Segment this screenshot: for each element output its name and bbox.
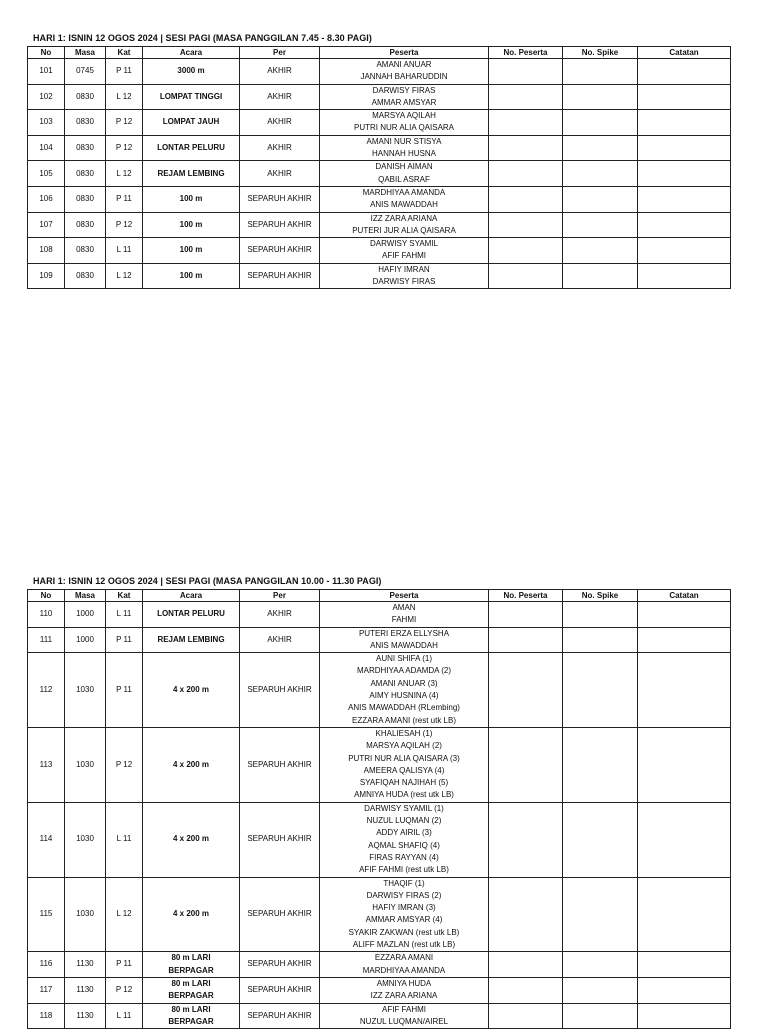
cell-peserta bbox=[320, 627, 489, 653]
header-acara: Acara bbox=[143, 47, 240, 59]
cell-acara bbox=[143, 59, 240, 85]
header-no: No bbox=[28, 47, 65, 59]
cell-kat: P 11 bbox=[106, 952, 143, 978]
header-no-peserta: No. Peserta bbox=[489, 47, 563, 59]
cell-acara bbox=[143, 802, 240, 877]
table-row bbox=[28, 59, 731, 85]
table-row bbox=[28, 110, 731, 136]
cell-no-peserta bbox=[489, 952, 563, 978]
peserta-name: KHALIESAH (1) bbox=[375, 728, 433, 738]
cell-per: SEPARUH AKHIR bbox=[240, 653, 320, 728]
peserta-name: HAFIY IMRAN bbox=[378, 264, 430, 274]
cell-no-spike bbox=[563, 212, 638, 238]
cell-peserta bbox=[320, 186, 489, 212]
peserta-name: PUTRI NUR ALIA QAISARA bbox=[353, 123, 455, 133]
peserta-name: NUZUL LUQMAN/AIREL bbox=[359, 1016, 449, 1026]
header-peserta: Peserta bbox=[320, 590, 489, 602]
cell-no: 102 bbox=[28, 84, 65, 110]
cell-no: 108 bbox=[28, 238, 65, 264]
acara-line: LONTAR PELURU bbox=[157, 609, 225, 619]
header-catatan: Catatan bbox=[638, 590, 731, 602]
cell-no-spike bbox=[563, 186, 638, 212]
header-no-spike: No. Spike bbox=[563, 590, 638, 602]
cell-no-spike bbox=[563, 602, 638, 628]
cell-masa: 1000 bbox=[65, 602, 106, 628]
table-row bbox=[28, 977, 731, 1003]
acara-line: REJAM LEMBING bbox=[157, 168, 225, 178]
peserta-name: AIMY HUSNINA (4) bbox=[369, 691, 439, 701]
cell-catatan bbox=[638, 186, 731, 212]
header-no: No bbox=[28, 590, 65, 602]
peserta-name: AMMAR AMSYAR bbox=[371, 97, 437, 107]
peserta-name: AQMAL SHAFIQ (4) bbox=[368, 840, 440, 850]
cell-no-peserta bbox=[489, 263, 563, 289]
cell-no-peserta bbox=[489, 59, 563, 85]
cell-no-peserta bbox=[489, 653, 563, 728]
cell-masa: 0830 bbox=[65, 110, 106, 136]
table-header-row bbox=[28, 590, 731, 602]
peserta-name: EZZARA AMANI bbox=[374, 953, 434, 963]
cell-catatan bbox=[638, 602, 731, 628]
cell-kat: L 12 bbox=[106, 84, 143, 110]
cell-no: 113 bbox=[28, 727, 65, 802]
cell-per: AKHIR bbox=[240, 84, 320, 110]
cell-masa: 0830 bbox=[65, 238, 106, 264]
cell-masa: 1030 bbox=[65, 877, 106, 952]
acara-line: 4 x 200 m bbox=[172, 684, 210, 694]
cell-no: 106 bbox=[28, 186, 65, 212]
peserta-name: ANIS MAWADDAH bbox=[370, 200, 438, 210]
header-masa: Masa bbox=[65, 47, 106, 59]
peserta-name: AFIF FAHMI bbox=[382, 1004, 426, 1014]
header-kat: Kat bbox=[106, 590, 143, 602]
peserta-name: DARWISY FIRAS bbox=[372, 85, 436, 95]
peserta-name: ANIS MAWADDAH (RLembing) bbox=[348, 703, 460, 713]
acara-line: 80 m LARI bbox=[171, 953, 211, 963]
cell-catatan bbox=[638, 238, 731, 264]
cell-peserta bbox=[320, 802, 489, 877]
cell-kat: P 12 bbox=[106, 977, 143, 1003]
cell-no-peserta bbox=[489, 110, 563, 136]
peserta-name: FAHMI bbox=[391, 615, 417, 625]
peserta-name: MARSYA AQILAH bbox=[372, 111, 436, 121]
cell-per: AKHIR bbox=[240, 110, 320, 136]
acara-line: 100 m bbox=[179, 194, 203, 204]
acara-line: 4 x 200 m bbox=[172, 909, 210, 919]
cell-kat: L 12 bbox=[106, 877, 143, 952]
cell-per: AKHIR bbox=[240, 161, 320, 187]
cell-peserta bbox=[320, 877, 489, 952]
peserta-name: SYAKIR ZAKWAN (rest utk LB) bbox=[348, 927, 460, 937]
cell-per: SEPARUH AKHIR bbox=[240, 802, 320, 877]
table-row bbox=[28, 727, 731, 802]
peserta-name: HAFIY IMRAN (3) bbox=[372, 903, 436, 913]
cell-no-spike bbox=[563, 59, 638, 85]
header-per: Per bbox=[240, 47, 320, 59]
cell-no-peserta bbox=[489, 727, 563, 802]
cell-kat: L 11 bbox=[106, 1003, 143, 1029]
cell-catatan bbox=[638, 110, 731, 136]
acara-line: LOMPAT TINGGI bbox=[159, 91, 223, 101]
cell-no: 116 bbox=[28, 952, 65, 978]
schedule-section-2 bbox=[0, 573, 768, 1029]
section-title: HARI 1: ISNIN 12 OGOS 2024 | SESI PAGI (MASA PANGGILAN 7.45 - 8.30 PAGI) bbox=[33, 33, 372, 43]
cell-acara bbox=[143, 84, 240, 110]
cell-per: AKHIR bbox=[240, 135, 320, 161]
table-row bbox=[28, 1003, 731, 1029]
cell-acara bbox=[143, 727, 240, 802]
cell-per: AKHIR bbox=[240, 59, 320, 85]
cell-acara bbox=[143, 212, 240, 238]
cell-masa: 1130 bbox=[65, 952, 106, 978]
cell-per: SEPARUH AKHIR bbox=[240, 263, 320, 289]
cell-no-spike bbox=[563, 110, 638, 136]
acara-line: 100 m bbox=[179, 219, 203, 229]
table-row bbox=[28, 84, 731, 110]
cell-per: AKHIR bbox=[240, 627, 320, 653]
cell-acara bbox=[143, 161, 240, 187]
cell-per: SEPARUH AKHIR bbox=[240, 186, 320, 212]
peserta-name: IZZ ZARA ARIANA bbox=[370, 991, 438, 1001]
header-acara: Acara bbox=[143, 590, 240, 602]
peserta-name: ANIS MAWADDAH bbox=[370, 640, 438, 650]
cell-per: SEPARUH AKHIR bbox=[240, 877, 320, 952]
cell-kat: L 11 bbox=[106, 602, 143, 628]
cell-catatan bbox=[638, 977, 731, 1003]
header-masa: Masa bbox=[65, 590, 106, 602]
cell-no: 118 bbox=[28, 1003, 65, 1029]
cell-peserta bbox=[320, 212, 489, 238]
cell-no-peserta bbox=[489, 802, 563, 877]
cell-no-spike bbox=[563, 952, 638, 978]
cell-no-spike bbox=[563, 263, 638, 289]
cell-catatan bbox=[638, 1003, 731, 1029]
cell-per: SEPARUH AKHIR bbox=[240, 977, 320, 1003]
peserta-name: AMAN bbox=[392, 603, 416, 612]
acara-line: 4 x 200 m bbox=[172, 759, 210, 769]
cell-masa: 1030 bbox=[65, 653, 106, 728]
peserta-name: DARWISY FIRAS (2) bbox=[366, 890, 442, 900]
cell-no: 112 bbox=[28, 653, 65, 728]
cell-catatan bbox=[638, 653, 731, 728]
acara-line: 100 m bbox=[179, 270, 203, 280]
peserta-name: DARWISY FIRAS bbox=[372, 277, 436, 287]
schedule-table bbox=[27, 46, 731, 289]
table-row bbox=[28, 627, 731, 653]
peserta-name: AFIF FAHMI (rest utk LB) bbox=[359, 865, 449, 875]
acara-line: 80 m LARI bbox=[171, 1004, 211, 1014]
cell-masa: 0830 bbox=[65, 263, 106, 289]
header-no-spike: No. Spike bbox=[563, 47, 638, 59]
peserta-name: MARDHIYAA AMANDA bbox=[362, 187, 446, 197]
cell-acara bbox=[143, 1003, 240, 1029]
peserta-name: AUNI SHIFA (1) bbox=[375, 654, 432, 664]
cell-catatan bbox=[638, 627, 731, 653]
cell-acara bbox=[143, 186, 240, 212]
cell-masa: 0830 bbox=[65, 84, 106, 110]
cell-per: SEPARUH AKHIR bbox=[240, 238, 320, 264]
cell-no-peserta bbox=[489, 977, 563, 1003]
header-peserta: Peserta bbox=[320, 47, 489, 59]
acara-line: BERPAGAR bbox=[168, 1016, 214, 1026]
cell-catatan bbox=[638, 161, 731, 187]
table-row bbox=[28, 263, 731, 289]
peserta-name: NUZUL LUQMAN (2) bbox=[366, 816, 442, 826]
header-no-peserta: No. Peserta bbox=[489, 590, 563, 602]
cell-no-peserta bbox=[489, 877, 563, 952]
cell-catatan bbox=[638, 952, 731, 978]
cell-masa: 0830 bbox=[65, 186, 106, 212]
acara-line: BERPAGAR bbox=[168, 965, 214, 975]
cell-masa: 1030 bbox=[65, 727, 106, 802]
table-row bbox=[28, 135, 731, 161]
cell-peserta bbox=[320, 135, 489, 161]
peserta-name: AMMAR AMSYAR (4) bbox=[365, 915, 443, 925]
peserta-name: HANNAH HUSNA bbox=[371, 149, 436, 159]
cell-acara bbox=[143, 238, 240, 264]
cell-no-peserta bbox=[489, 161, 563, 187]
table-row bbox=[28, 602, 731, 628]
cell-acara bbox=[143, 627, 240, 653]
cell-acara bbox=[143, 653, 240, 728]
cell-acara bbox=[143, 977, 240, 1003]
acara-line: 4 x 200 m bbox=[172, 834, 210, 844]
cell-no-spike bbox=[563, 161, 638, 187]
cell-catatan bbox=[638, 212, 731, 238]
cell-no-spike bbox=[563, 1003, 638, 1029]
peserta-name: DARWISY SYAMIL bbox=[369, 239, 439, 249]
cell-no-spike bbox=[563, 727, 638, 802]
cell-peserta bbox=[320, 59, 489, 85]
peserta-name: DARWISY SYAMIL (1) bbox=[364, 803, 444, 813]
cell-no-spike bbox=[563, 802, 638, 877]
section-title: HARI 1: ISNIN 12 OGOS 2024 | SESI PAGI (MASA PANGGILAN 10.00 - 11.30 PAGI) bbox=[33, 576, 382, 586]
schedule-table bbox=[27, 589, 731, 1029]
acara-line: 80 m LARI bbox=[171, 978, 211, 988]
cell-kat: L 12 bbox=[106, 161, 143, 187]
cell-no-spike bbox=[563, 135, 638, 161]
cell-kat: L 11 bbox=[106, 238, 143, 264]
cell-no-peserta bbox=[489, 627, 563, 653]
cell-kat: P 12 bbox=[106, 212, 143, 238]
peserta-name: EZZARA AMANI (rest utk LB) bbox=[351, 715, 457, 725]
cell-masa: 1130 bbox=[65, 977, 106, 1003]
peserta-name: ALIFF MAZLAN (rest utk LB) bbox=[352, 940, 456, 950]
cell-kat: L 11 bbox=[106, 802, 143, 877]
peserta-name: ADDY AIRIL (3) bbox=[376, 828, 432, 838]
peserta-name: AMEERA QALISYA (4) bbox=[363, 765, 445, 775]
cell-peserta bbox=[320, 952, 489, 978]
acara-line: LOMPAT JAUH bbox=[162, 117, 220, 127]
peserta-name: AMNIYA HUDA bbox=[376, 978, 432, 988]
cell-no-peserta bbox=[489, 1003, 563, 1029]
table-row bbox=[28, 877, 731, 952]
cell-masa: 0745 bbox=[65, 59, 106, 85]
table-row bbox=[28, 212, 731, 238]
cell-per: SEPARUH AKHIR bbox=[240, 727, 320, 802]
cell-no-spike bbox=[563, 977, 638, 1003]
cell-no: 105 bbox=[28, 161, 65, 187]
cell-peserta bbox=[320, 84, 489, 110]
cell-peserta bbox=[320, 110, 489, 136]
cell-acara bbox=[143, 877, 240, 952]
cell-per: SEPARUH AKHIR bbox=[240, 952, 320, 978]
table-row bbox=[28, 802, 731, 877]
cell-kat: P 12 bbox=[106, 135, 143, 161]
table-row bbox=[28, 186, 731, 212]
cell-masa: 0830 bbox=[65, 161, 106, 187]
cell-catatan bbox=[638, 84, 731, 110]
table-row bbox=[28, 238, 731, 264]
cell-acara bbox=[143, 263, 240, 289]
peserta-name: THAQIF (1) bbox=[383, 878, 425, 888]
cell-catatan bbox=[638, 135, 731, 161]
cell-acara bbox=[143, 602, 240, 628]
cell-no: 101 bbox=[28, 59, 65, 85]
cell-catatan bbox=[638, 802, 731, 877]
table-header-row bbox=[28, 47, 731, 59]
cell-no-peserta bbox=[489, 84, 563, 110]
cell-kat: P 11 bbox=[106, 627, 143, 653]
cell-per: SEPARUH AKHIR bbox=[240, 1003, 320, 1029]
cell-per: AKHIR bbox=[240, 602, 320, 628]
peserta-name: SYAFIQAH NAJIHAH (5) bbox=[359, 778, 449, 788]
peserta-name: QABIL ASRAF bbox=[378, 174, 430, 184]
peserta-name: AMNIYA HUDA (rest utk LB) bbox=[354, 790, 454, 800]
cell-masa: 1000 bbox=[65, 627, 106, 653]
table-row bbox=[28, 952, 731, 978]
cell-no-peserta bbox=[489, 212, 563, 238]
peserta-name: PUTERI JUR ALIA QAISARA bbox=[352, 225, 456, 235]
table-row bbox=[28, 161, 731, 187]
peserta-name: MARDHIYAA AMANDA bbox=[362, 965, 446, 975]
cell-catatan bbox=[638, 877, 731, 952]
peserta-name: MARSYA AQILAH (2) bbox=[366, 741, 442, 751]
cell-no-spike bbox=[563, 84, 638, 110]
cell-peserta bbox=[320, 263, 489, 289]
peserta-name: AMANI ANUAR bbox=[376, 60, 432, 69]
cell-per: SEPARUH AKHIR bbox=[240, 212, 320, 238]
cell-no-spike bbox=[563, 238, 638, 264]
cell-kat: P 11 bbox=[106, 653, 143, 728]
cell-no-peserta bbox=[489, 602, 563, 628]
cell-no-spike bbox=[563, 877, 638, 952]
header-kat: Kat bbox=[106, 47, 143, 59]
schedule-section-1 bbox=[0, 30, 768, 289]
cell-no: 107 bbox=[28, 212, 65, 238]
peserta-name: DANISH AIMAN bbox=[375, 162, 433, 172]
cell-masa: 1130 bbox=[65, 1003, 106, 1029]
cell-no: 115 bbox=[28, 877, 65, 952]
cell-masa: 1030 bbox=[65, 802, 106, 877]
peserta-name: MARDHIYAA ADAMDA (2) bbox=[356, 666, 452, 676]
peserta-name: AFIF FAHMI bbox=[382, 251, 426, 261]
cell-no: 110 bbox=[28, 602, 65, 628]
cell-kat: L 12 bbox=[106, 263, 143, 289]
cell-kat: P 12 bbox=[106, 110, 143, 136]
cell-no: 109 bbox=[28, 263, 65, 289]
cell-kat: P 11 bbox=[106, 59, 143, 85]
cell-no: 103 bbox=[28, 110, 65, 136]
cell-no-peserta bbox=[489, 238, 563, 264]
cell-no-peserta bbox=[489, 186, 563, 212]
cell-no-spike bbox=[563, 653, 638, 728]
cell-catatan bbox=[638, 263, 731, 289]
cell-kat: P 12 bbox=[106, 727, 143, 802]
cell-peserta bbox=[320, 653, 489, 728]
acara-line: LONTAR PELURU bbox=[157, 142, 225, 152]
cell-no: 111 bbox=[28, 627, 65, 653]
cell-no-spike bbox=[563, 627, 638, 653]
cell-no: 117 bbox=[28, 977, 65, 1003]
cell-peserta bbox=[320, 238, 489, 264]
peserta-name: IZZ ZARA ARIANA bbox=[370, 213, 438, 223]
cell-catatan bbox=[638, 59, 731, 85]
peserta-name: FIRAS RAYYAN (4) bbox=[369, 852, 439, 862]
table-row bbox=[28, 653, 731, 728]
cell-kat: P 11 bbox=[106, 186, 143, 212]
cell-peserta bbox=[320, 161, 489, 187]
peserta-name: JANNAH BAHARUDDIN bbox=[360, 72, 448, 82]
cell-masa: 0830 bbox=[65, 135, 106, 161]
cell-peserta bbox=[320, 1003, 489, 1029]
peserta-name: AMANI NUR STISYA bbox=[366, 136, 442, 146]
header-per: Per bbox=[240, 590, 320, 602]
acara-line: 3000 m bbox=[177, 66, 205, 76]
cell-no: 104 bbox=[28, 135, 65, 161]
cell-catatan bbox=[638, 727, 731, 802]
acara-line: BERPAGAR bbox=[168, 991, 214, 1001]
header-catatan: Catatan bbox=[638, 47, 731, 59]
cell-peserta bbox=[320, 977, 489, 1003]
peserta-name: AMANI ANUAR (3) bbox=[370, 678, 438, 688]
acara-line: REJAM LEMBING bbox=[157, 634, 225, 644]
cell-peserta bbox=[320, 602, 489, 628]
peserta-name: PUTRI NUR ALIA QAISARA (3) bbox=[348, 753, 460, 763]
cell-acara bbox=[143, 952, 240, 978]
peserta-name: PUTERI ERZA ELLYSHA bbox=[358, 628, 450, 638]
acara-line: 100 m bbox=[179, 245, 203, 255]
cell-peserta bbox=[320, 727, 489, 802]
cell-no-peserta bbox=[489, 135, 563, 161]
cell-acara bbox=[143, 110, 240, 136]
cell-no: 114 bbox=[28, 802, 65, 877]
cell-acara bbox=[143, 135, 240, 161]
cell-masa: 0830 bbox=[65, 212, 106, 238]
